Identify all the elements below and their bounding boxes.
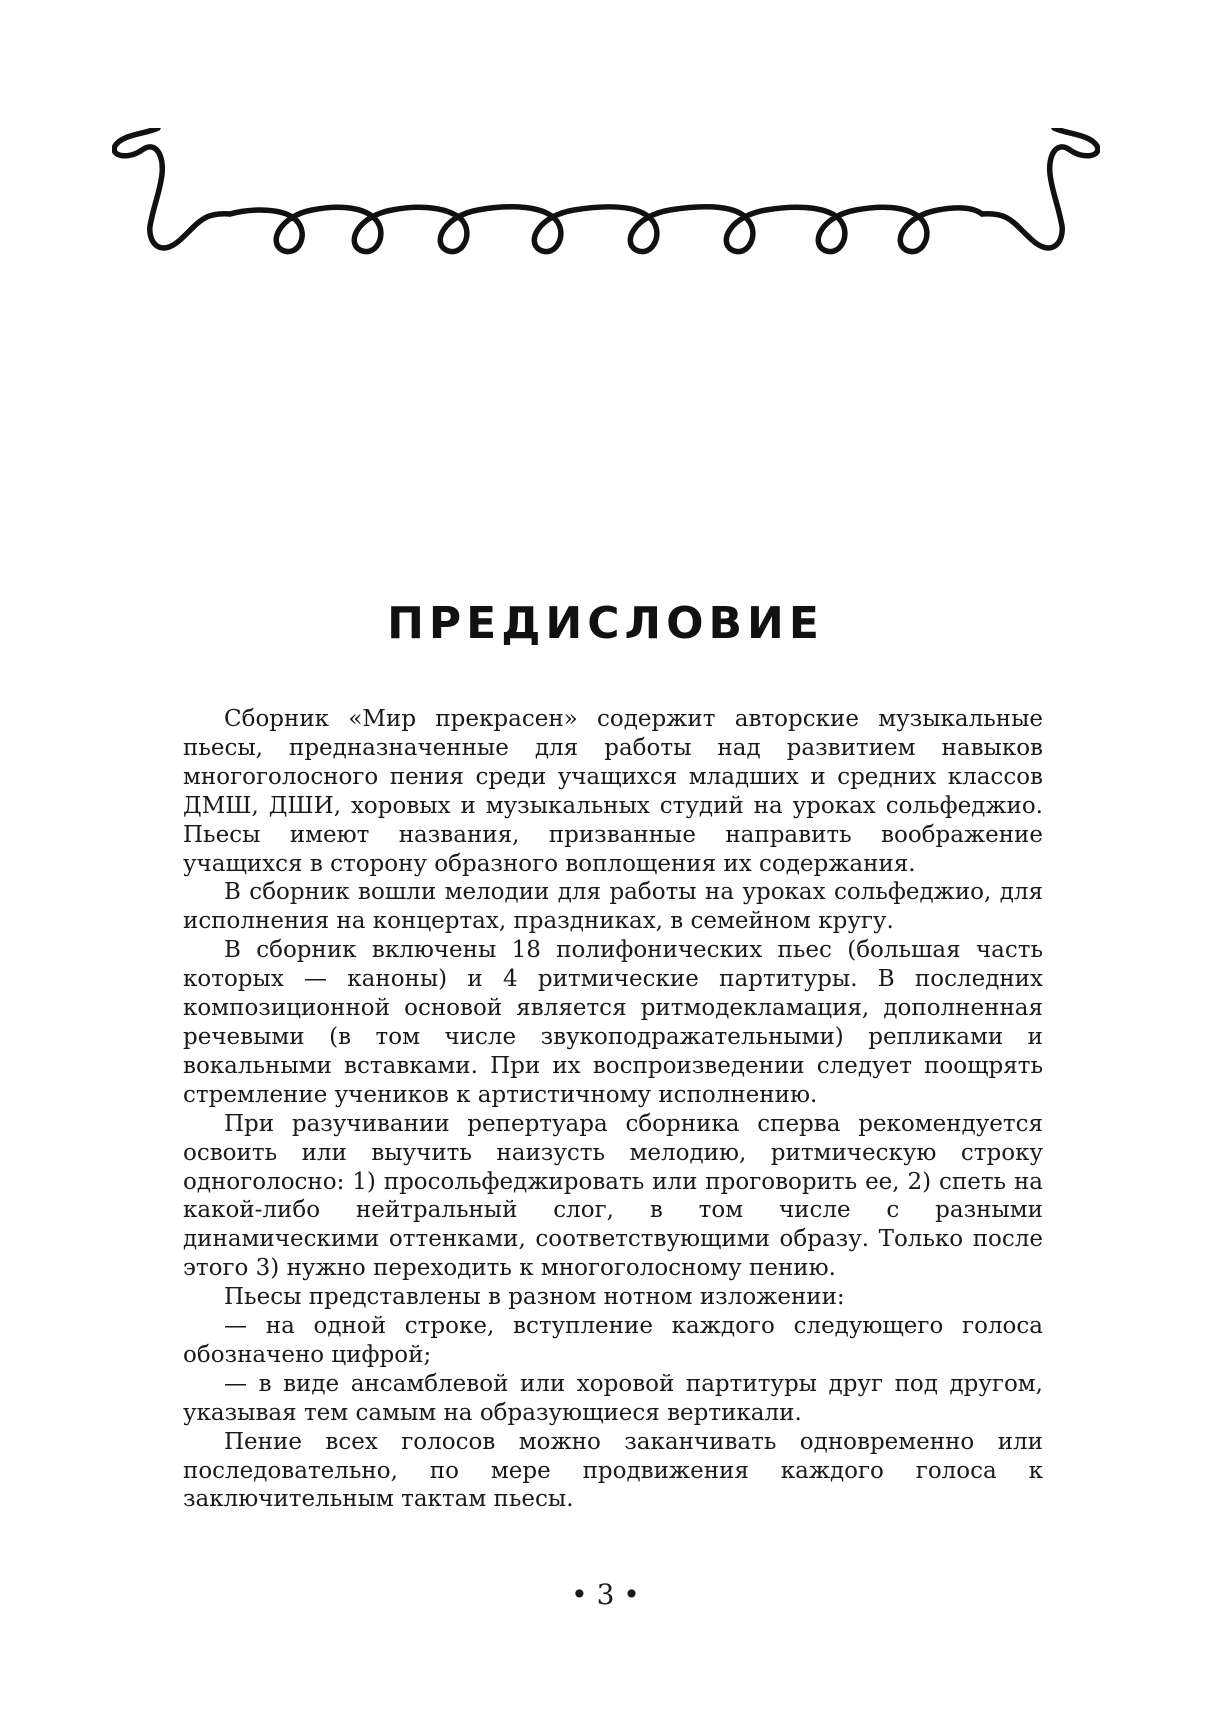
paragraph: Пьесы представлены в разном нотном изложении: — [224, 1284, 845, 1311]
body-text — [183, 705, 1043, 1514]
paragraph: В сборник вошли мелодии для работы на уроках сольфеджио, для исполнения на концертах, праздниках, в семейном кругу. — [183, 879, 1043, 935]
paragraph: Сборник «Мир прекрасен» содержит авторские музыкальные пьесы, предназначенные для работы над развитием навыков многоголосного пения среди учащихся младших и средних классов ДМШ, ДШИ, хоровых и музыкальных студий на уроках сольфеджио. Пьесы имеют названия, призванные направить воображение учащихся в сторону образного воплощения их содержания. — [183, 706, 1043, 877]
paragraph: Пение всех голосов можно заканчивать одновременно или последовательно, по мере продвижения каждого голоса к заключительным тактам пьесы. — [183, 1428, 1043, 1513]
page-number: • 3 • — [571, 1578, 640, 1611]
page-title: ПРЕДИСЛОВИЕ — [387, 598, 824, 649]
paragraph: В сборник включены 18 полифонических пьес (большая часть которых — каноны) и 4 ритмические партитуры. В последних композиционной основой является ритмодекламация, дополненная речевыми (в том числе звукоподражательными) репликами и вокальными вставками. При их воспроизведении следует поощрять стремление учеников к артистичному исполнению. — [183, 937, 1043, 1108]
paragraph: При разучивании репертуара сборника сперва рекомендуется освоить или выучить наизусть мелодию, ритмическую строку одноголосно: 1) просольфеджировать или проговорить ее, 2) спеть на какой-либо нейтральный слог, в том числе с разными динамическими оттенками, соответствующими образу. Только после этого 3) нужно переходить к многоголосному пению. — [183, 1110, 1043, 1282]
paragraph: — на одной строке, вступление каждого следующего голоса обозначено цифрой; — [183, 1313, 1043, 1368]
curly-loop-border-icon — [112, 128, 1100, 288]
paragraph: — в виде ансамблевой или хоровой партитуры друг под другом, указывая тем самым на образующиеся вертикали. — [183, 1370, 1043, 1426]
